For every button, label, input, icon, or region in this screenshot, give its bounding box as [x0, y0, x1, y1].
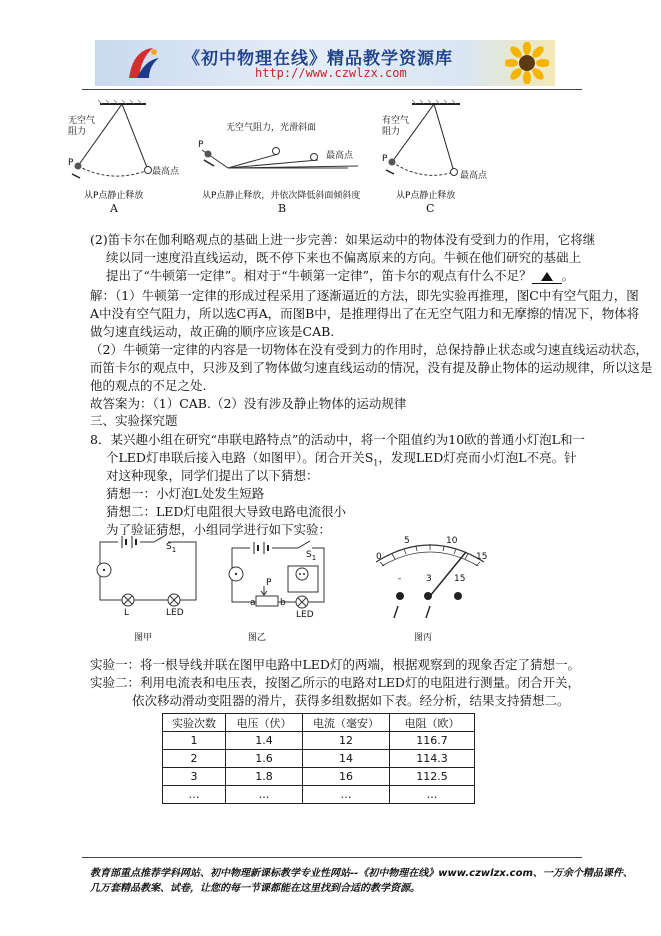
q2-line1: (2)笛卡尔在伽利略观点的基础上进一步完善：如果运动中的物体没有受到力的作用，它将继: [90, 232, 596, 247]
q2-line3-end: 。: [561, 268, 575, 283]
table-cell: 112.5: [390, 768, 475, 786]
experiment-one: 实验一：将一根导线并联在图甲电路中LED灯的两端，根据观察到的现象否定了猜想一。: [90, 657, 580, 672]
figure-a: [62, 98, 180, 218]
q8-line2-text: 个LED灯串联后接入电路（如图甲）。闭合开关S: [106, 450, 374, 465]
jia-l-label: L: [124, 608, 130, 618]
bing-tick-15: 15: [476, 552, 488, 562]
experiment-two-line2: 依次移动滑动变阻器的滑片，获得多组数据如下表。经分析，结果支持猜想二。: [132, 693, 570, 708]
circuit-jia-drawing: [94, 532, 204, 617]
table-cell: 2: [163, 750, 226, 768]
solution-line2: A中没有空气阻力，所以选C再A，而图B中，是推理得出了在无空气阻力和无摩擦的情况下，物体将: [90, 306, 640, 321]
fig-c-p-label: P: [382, 154, 388, 164]
guess-one: 猜想一：小灯泡L处发生短路: [106, 486, 265, 501]
table-cell: 1.6: [226, 750, 303, 768]
circuit-jia: [94, 532, 204, 644]
table-cell: …: [163, 786, 226, 804]
pendulum-c-drawing: [376, 98, 486, 198]
table-cell: 16: [303, 768, 390, 786]
q2-line2: 续以同一速度沿直线运动，既不停下来也不偏离原来的方向。牛顿在他们研究的基础上: [106, 250, 582, 265]
section-heading: 三、实验探究题: [90, 413, 178, 428]
table-cell: 14: [303, 750, 390, 768]
table-cell: 12: [303, 732, 390, 750]
table-header-row: [163, 714, 475, 732]
yi-a-label: a: [250, 598, 256, 608]
fig-a-letter: A: [110, 202, 118, 215]
col-header-voltage: 电压（伏）: [226, 714, 303, 732]
figure-b: [198, 110, 368, 218]
q8-line2-sub: 1: [373, 458, 379, 468]
table-cell: 1.8: [226, 768, 303, 786]
yi-b-label: b: [280, 598, 286, 608]
fig-a-p-label: P: [68, 158, 74, 168]
table-cell: …: [390, 786, 475, 804]
header-title: 《初中物理在线》精品教学资源库: [183, 49, 453, 69]
meter-bing: [370, 532, 490, 644]
table-row: [163, 768, 475, 786]
jia-led-label: LED: [166, 608, 184, 618]
table-cell: 114.3: [390, 750, 475, 768]
q8-line3: 对这种现象，同学们提出了以下猜想：: [106, 468, 319, 483]
q2-line3: [106, 266, 574, 284]
footer-line1: 教育部重点推荐学科网站、初中物理新课标教学专业性网站--《初中物理在线》www.czwlzx.com、一万余个精品课件、: [90, 868, 633, 879]
fig-b-letter: B: [278, 202, 287, 215]
table-cell: …: [303, 786, 390, 804]
solution-line6: 他的观点的不足之处.: [90, 378, 207, 393]
bing-t15: 15: [454, 574, 466, 584]
fig-c-top-label: 有空气 阻力: [382, 116, 410, 137]
bing-tick-10: 10: [446, 536, 458, 546]
table-cell: 116.7: [390, 732, 475, 750]
fig-a-top-label: 无空气 阻力: [68, 116, 96, 137]
solution-line3: 做匀速直线运动，故正确的顺序应该是CAB.: [90, 324, 335, 339]
footer-rule: [82, 857, 582, 858]
solution-line5: 而笛卡尔的观点中，只涉及到了物体做匀速直线运动的情况，没有提及静止物体的运动规律，所以这是: [90, 360, 653, 375]
yi-p-label: P: [266, 578, 272, 588]
table-row: [163, 750, 475, 768]
yi-caption: 图乙: [248, 633, 267, 643]
table-cell: 1: [163, 732, 226, 750]
fig-b-top-label: 无空气阻力，光滑斜面: [226, 123, 317, 133]
circuit-yi: [226, 538, 336, 644]
q2-line3-text: 提出了“牛顿第一定律”。相对于“牛顿第一定律”，笛卡尔的观点有什么不足？: [106, 268, 532, 283]
experiment-two-line1: 实验二：利用电流表和电压表，按图乙所示的电路对LED灯的电阻进行测量。闭合开关，: [90, 675, 580, 690]
jia-s-label: $S_1$: [166, 542, 177, 554]
col-header-resistance: 电阻（欧）: [390, 714, 475, 732]
table-row: [163, 732, 475, 750]
yi-led-label: LED: [296, 610, 314, 620]
bing-minus: -: [398, 574, 402, 584]
bing-caption: 图丙: [414, 633, 433, 643]
solution-line4: （2）牛顿第一定律的内容是一切物体在没有受到力的作用时，总保持静止状态或匀速直线运动状态，: [90, 342, 648, 357]
fig-a-end-label: 最高点: [152, 167, 180, 177]
fig-b-p-label: P: [198, 140, 204, 150]
footer-line2: 几万套精品教案、试卷，让您的每一节课都能在这里找到合适的教学资源。: [90, 883, 420, 894]
q8-line1: 8．某兴趣小组在研究“串联电路特点”的活动中，将一个阻值约为10欧的普通小灯泡L和一: [90, 432, 585, 447]
fig-c-caption: 从P点静止释放: [396, 191, 456, 201]
header-rule: [82, 89, 582, 90]
table-cell: 3: [163, 768, 226, 786]
solution-line1: 解：（1）牛顿第一定律的形成过程采用了逐渐逼近的方法，即先实验再推理，图C中有空气阻力，图: [90, 288, 639, 303]
table-cell: 1.4: [226, 732, 303, 750]
sunflower-icon: [505, 42, 549, 84]
figure-c: [376, 98, 486, 218]
bing-t3: 3: [426, 574, 432, 584]
fig-a-caption: 从P点静止释放: [84, 191, 144, 201]
fig-c-letter: C: [426, 202, 435, 215]
table-row: [163, 786, 475, 804]
fig-b-caption: 从P点静止释放，并依次降低斜面倾斜度: [202, 191, 361, 201]
bing-tick-0: 0: [376, 552, 382, 562]
results-table: [162, 713, 475, 804]
fig-b-end-label: 最高点: [326, 151, 354, 161]
pendulum-a-drawing: [62, 98, 172, 198]
header-banner: [95, 40, 555, 86]
col-header-trial: 实验次数: [163, 714, 226, 732]
jia-caption: 图甲: [134, 633, 153, 643]
col-header-current: 电流（毫安）: [303, 714, 390, 732]
table-cell: …: [226, 786, 303, 804]
q8-line2-end: ，发现LED灯亮而小灯泡L不亮。针: [378, 450, 577, 465]
triangle-icon: [541, 272, 553, 281]
answer-blank: [532, 268, 562, 284]
solution-answer: 故答案为：（1）CAB.（2）没有涉及静止物体的运动规律: [90, 396, 407, 411]
header-url: http://www.czwlzx.com: [255, 66, 407, 80]
guess-two: 猜想二：LED灯电阻很大导致电路电流很小: [106, 504, 346, 519]
q8-line2: [106, 448, 577, 468]
q8-line4: 为了验证猜想，小组同学进行如下实验：: [106, 522, 332, 537]
logo-icon: [123, 44, 163, 82]
fig-c-end-label: 最高点: [460, 171, 488, 181]
bing-tick-5: 5: [404, 536, 410, 546]
yi-s-label: $S_1$: [306, 550, 317, 562]
